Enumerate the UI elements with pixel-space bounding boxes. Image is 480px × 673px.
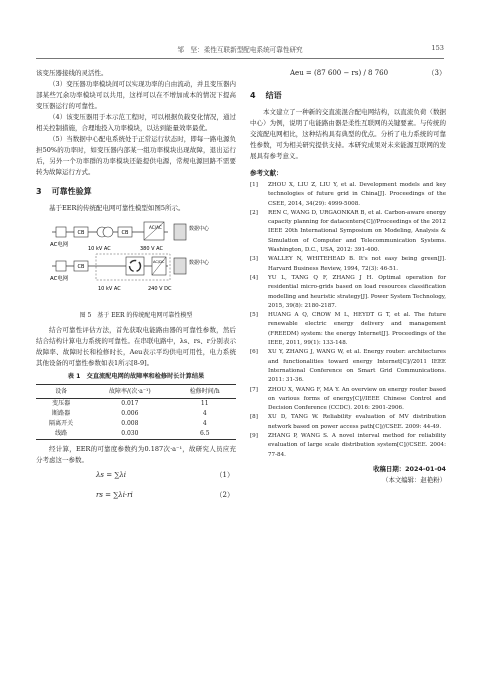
reference-number: [1] <box>250 182 258 188</box>
references-title: 参考文献： <box>250 169 283 177</box>
table-cell: 0.030 <box>86 429 173 440</box>
reference-item <box>250 274 446 311</box>
ac-grid-1-label: AC电网 <box>50 242 69 248</box>
reference-number: [9] <box>250 433 258 440</box>
equation-3-number: （3） <box>427 69 446 77</box>
figure-5 <box>36 218 236 308</box>
equation-1-body: λs = ∑λi <box>96 471 127 479</box>
received-date: 收稿日期：2024-01-04 <box>373 464 446 473</box>
reference-text: XU Y, ZHANG J, WANG W, et al. Energy router: architectures and functionalities toward energy Internet[C]//2011 IEEE International Conference on Smart Grid Communications. 2011: 31-36. <box>268 349 446 384</box>
voltage-380v-ac: 380 V AC <box>140 246 163 252</box>
table-cell: 4 <box>202 410 207 417</box>
table-cell: 线路 <box>36 429 86 440</box>
reference-text: ZHOU X, WANG F, MA Y. An overview on energy router based on various forms of energy[C]//IEEE Chinese Control and Decision Conference (CCDC). 2016: 2901-2906. <box>268 386 446 412</box>
paragraph-item-5: （5）当数据中心配电系统处于正常运行状态时，即每一路电源负担50%的功率时，如变压器内部某一组功率模块出现故障，退出运行后，另外一个功率群的功率模块还能提供电源，常规电源回路不需要转为故障运行方式。 <box>36 135 236 176</box>
section-4-heading <box>250 90 446 101</box>
reference-number: [5] <box>250 312 258 319</box>
eer-model-diagram <box>48 218 228 308</box>
reference-item <box>250 311 446 348</box>
data-center-top-box <box>174 224 186 240</box>
running-header <box>36 44 444 58</box>
reference-list <box>250 181 446 460</box>
right-column <box>250 68 446 486</box>
reference-number: [7] <box>250 386 258 393</box>
table-header-failure-rate: 故障率/(次·a⁻¹) <box>86 385 173 399</box>
table-cell: 0.017 <box>121 400 139 407</box>
reference-text: YU L, TANG Q F, ZHANG J H. Optimal operation for residential micro-grids based on load resources classification modelling and heuristic strategy[J]. Power System Technology, 2015, 39(8): 2180-2187. <box>268 274 446 309</box>
header-title: 邹 坚：柔性互联新型配电系统可靠性研究 <box>177 46 303 54</box>
table-cell: 4 <box>202 420 207 427</box>
paragraph-result: 经计算，EER的可靠度参数约为0.187次·a⁻¹，故研究人员应充分考虑这一参数。 <box>36 445 236 464</box>
acac-label: AC/AC <box>149 225 162 230</box>
reference-number: [3] <box>250 256 258 263</box>
reference-item <box>250 432 446 460</box>
table-cell: 6.5 <box>174 429 237 440</box>
section-4-number: 4 <box>250 91 256 100</box>
table-row <box>36 409 236 419</box>
table-row <box>36 399 236 410</box>
left-column <box>36 68 236 506</box>
voltage-10kv-ac-top: 10 kV AC <box>88 246 111 252</box>
table-cell: 11 <box>200 400 209 407</box>
reliability-parameter-table <box>36 384 236 440</box>
section-3-heading <box>36 186 236 197</box>
reference-text: XU D, TANG W. Reliability evaluation of MV distribution network based on power access path[C]//CSEE. 2009: 44-49. <box>268 414 446 430</box>
reference-item <box>250 348 446 385</box>
cb-1-label: CB <box>77 230 85 236</box>
header-rule <box>36 58 444 59</box>
paragraph-item-4: （4）该变压器用于本示范工程时，可以根据负载变化情况，通过相关控制措施，合理地投入功率模块，以达到能量效率最优。 <box>36 113 236 132</box>
reference-item <box>250 209 446 255</box>
equation-2-body: rs = ∑λi·ri <box>96 491 133 499</box>
table-row <box>36 419 236 429</box>
paragraph-intro: 该变压器接线的灵活性。 <box>36 69 108 77</box>
paragraph-calculation: 结合可靠性评估方法，首先获取电能路由器的可靠性参数，然后结合结构计算电力系统的可靠性。在串联电路中，λs、rs、r分别表示故障率、故障时长和检修时长，Aeu表示平均供电可用性，电力系统其他设备的可靠性参数如表1所示[8-9]。 <box>36 326 236 367</box>
reference-text: REN C, WANG D, URGAONKAR B, et al. Carbon-aware energy capacity planning for datacenters[C]//Proceedings of the 2012 IEEE 20th International Symposium on Modeling, Analysis & Simulation of Computer and Telecommunication Systems. Washington, D.C., USA, 2012: 391-400. <box>268 209 446 254</box>
editor-credit: （本文编辑：赵艳粉） <box>382 475 446 484</box>
reference-text: HUANG A Q, CROW M L, HEYDT G T, et al. The future renewable electric energy delivery and management (FREEDM) system: the energy Internet[J]. Proceedings of the IEEE, 2011, 99(1): 133-148. <box>268 312 446 347</box>
reference-item <box>250 386 446 414</box>
paragraph-model: 基于EER的传统配电网可靠性模型如图5所示。 <box>49 204 185 212</box>
cb-3-label: CB <box>77 264 85 270</box>
equation-1-number: （1） <box>215 471 234 479</box>
reference-text: ZHANG P, WANG S. A novel interval method for reliability evaluation of large scale distribution system[C]//CSEE. 2004: 77-84. <box>268 433 446 458</box>
reference-number: [2] <box>250 209 258 216</box>
reference-item <box>250 255 446 274</box>
table-cell: 0.008 <box>121 420 139 427</box>
data-center-top-label: 数据中心 <box>189 226 210 232</box>
data-center-bottom-box <box>174 258 186 274</box>
reference-item <box>250 181 446 209</box>
table-cell: 0.006 <box>121 410 139 417</box>
reference-text: ZHOU X, LIU Z, LIU Y, et al. Development models and key technologies of future grid in China[J]. Proceedings of the CSEE, 2014, 34(29): 4999-5008. <box>268 182 446 207</box>
acdc-label: AC/DC <box>153 260 165 264</box>
eer-router-box <box>126 257 144 275</box>
section-4-title: 结语 <box>265 91 282 100</box>
table-1-caption: 表 1 交直流配电网的故障率和检修时长计算结果 <box>67 373 205 380</box>
data-center-bottom-label: 数据中心 <box>189 260 210 266</box>
paragraph-item-3: （3）变压器功率模块间可以实现功率的自由流动，并且变压器内部某些冗余功率模块可以共用，这样可以在不增加成本的情况下提高变压器运行的可靠性。 <box>36 80 236 110</box>
table-cell: 变压器 <box>52 400 71 407</box>
equation-3-body: Aeu = (87 600 − rs) / 8 760 <box>290 69 389 77</box>
voltage-10kv-ac-bottom: 10 kV AC <box>98 286 121 292</box>
equation-2-number: （2） <box>215 491 234 499</box>
reference-text: WALLEY N, WHITEHEAD B. It's not easy being green[J]. Harvard Business Review, 1994, 72(3): 46-51. <box>268 256 446 272</box>
figure-5-caption: 图 5 基于 EER 的传统配电网可靠性模型 <box>79 312 193 319</box>
ac-grid-2-label: AC电网 <box>50 276 69 282</box>
ac-grid-1-box <box>56 227 66 237</box>
table-header-repair-time: 检修时间/h <box>174 385 237 399</box>
equation-1 <box>36 466 236 486</box>
equation-3 <box>250 68 446 82</box>
page-number: 153 <box>431 44 444 52</box>
table-header-device: 设备 <box>36 385 86 399</box>
ac-grid-2-box <box>56 261 66 271</box>
table-row <box>36 429 236 440</box>
table-cell: 断路器 <box>52 410 71 417</box>
equation-2 <box>36 486 236 506</box>
section-3-title: 可靠性验算 <box>51 187 92 196</box>
reference-number: [6] <box>250 349 258 356</box>
table-cell: 隔离开关 <box>49 420 74 427</box>
reference-number: [8] <box>250 414 258 421</box>
reference-number: [4] <box>250 274 258 281</box>
section-3-number: 3 <box>36 187 42 196</box>
voltage-240v-dc: 240 V DC <box>148 286 172 292</box>
transformer-1-circle-b <box>103 227 113 237</box>
paragraph-conclusion: 本文建立了一种新的交直流混合配电网结构，以直流负荷（数据中心）为例，说明了电能路由器是柔性互联网的关键要素。与传统的交流配电网相比，这种结构具有典型的优点。分析了电力系统的可靠性参数，可为相关研究提供支持。本研究成果对未来能源互联网的发展具有参考意义。 <box>250 108 446 160</box>
cb-2-label: CB <box>121 230 129 236</box>
reference-item <box>250 413 446 432</box>
